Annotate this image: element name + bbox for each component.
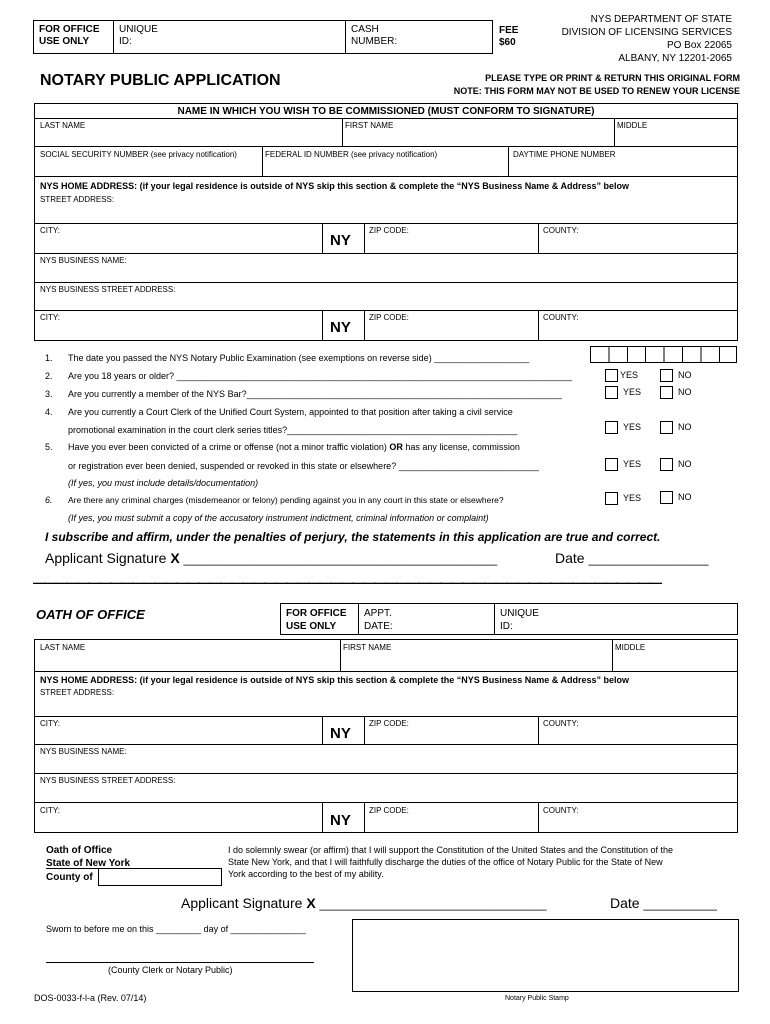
business-city-field[interactable]: CITY: — [40, 313, 61, 322]
oath-city-field[interactable]: CITY: — [40, 719, 61, 728]
signature-label: Applicant Signature — [45, 550, 167, 566]
oath-home-address-heading: NYS HOME ADDRESS: (if your legal residence is outside of NYS skip this section & complete the “NYS Business Name & Address” below — [40, 675, 629, 685]
oath-left-line: County of — [46, 872, 93, 883]
office-use-box — [33, 20, 493, 54]
unique-id-field[interactable]: UNIQUE ID: — [119, 24, 158, 47]
agency-line: ALBANY, NY 12201-2065 — [618, 53, 732, 64]
q2-yes-checkbox[interactable] — [605, 369, 618, 382]
question-court-clerk: Are you currently a Court Clerk of the Unified Court System, appointed to that position after taking a civil service — [68, 407, 513, 417]
q3-no-checkbox[interactable] — [660, 386, 673, 399]
agency-line: DIVISION OF LICENSING SERVICES — [561, 27, 732, 38]
state-ny: NY — [330, 232, 351, 249]
question-or: OR — [389, 442, 403, 452]
oath-date-label: Date — [610, 895, 640, 911]
oath-text-line: York according to the best of my ability. — [228, 869, 384, 879]
no-label: NO — [678, 387, 692, 397]
question-pending-note: (If yes, you must submit a copy of the accusatory instrument indictment, criminal information or complaint) — [68, 513, 489, 523]
clerk-label: (County Clerk or Notary Public) — [108, 965, 233, 975]
oath-grid — [34, 639, 738, 833]
signature-x: X — [170, 550, 180, 566]
q6-no-checkbox[interactable] — [660, 491, 673, 504]
clerk-signature-line[interactable] — [46, 962, 314, 963]
fee-label: FEE — [499, 25, 519, 36]
zip-field[interactable]: ZIP CODE: — [369, 226, 409, 235]
signature-date-row — [555, 550, 709, 566]
sworn-statement[interactable]: Sworn to before me on this _________ day of _______________ — [46, 924, 306, 934]
business-state-ny: NY — [330, 319, 351, 336]
date-label: Date — [555, 550, 585, 566]
notary-stamp-label: Notary Public Stamp — [505, 995, 569, 1002]
agency-line: NYS DEPARTMENT OF STATE — [590, 14, 732, 25]
oath-text-line: I do solemnly swear (or affirm) that I will support the Constitution of the United States and the Constitution of the — [228, 845, 674, 855]
oath-date-line[interactable]: ___________ — [643, 897, 717, 911]
application-grid — [34, 103, 738, 341]
oath-signature-line[interactable]: __________________________________ — [319, 897, 547, 911]
yes-label: YES — [623, 493, 642, 503]
county-of-input[interactable] — [98, 868, 222, 886]
oath-street-address-field[interactable]: STREET ADDRESS: — [40, 688, 115, 697]
q2-no-checkbox[interactable] — [660, 369, 673, 382]
cut-line-divider: ————————————————————————————————————————————————————————— — [33, 575, 660, 590]
oath-date-row — [610, 895, 717, 911]
question-number: 3. — [45, 389, 53, 399]
phone-field[interactable]: DAYTIME PHONE NUMBER — [513, 150, 616, 159]
oath-state-ny: NY — [330, 725, 351, 742]
name-section-heading: NAME IN WHICH YOU WISH TO BE COMMISSIONED (MUST CONFORM TO SIGNATURE) — [177, 106, 595, 117]
oath-unique-id-field[interactable]: UNIQUE ID: — [500, 608, 539, 632]
oath-left-line: State of New York — [46, 858, 131, 869]
no-label: NO — [678, 492, 692, 502]
question-bar: Are you currently a member of the NYS Bar?_______________________________________________________________ — [68, 389, 562, 399]
oath-signature-label: Applicant Signature — [181, 895, 303, 911]
home-address-heading: NYS HOME ADDRESS: (if your legal residence is outside of NYS skip this section & complete the “NYS Business Name & Address” below — [40, 181, 629, 191]
q3-yes-checkbox[interactable] — [605, 386, 618, 399]
business-name-field[interactable]: NYS BUSINESS NAME: — [40, 256, 127, 265]
question-age: Are you 18 years or older? _______________________________________________________________________________ — [68, 371, 572, 381]
county-field[interactable]: COUNTY: — [543, 226, 579, 235]
first-name-field[interactable]: FIRST NAME — [345, 121, 394, 130]
notary-stamp-box[interactable] — [352, 919, 739, 992]
instruction-line: NOTE: THIS FORM MAY NOT BE USED TO RENEW YOUR LICENSE — [453, 86, 740, 96]
oath-business-city-field[interactable]: CITY: — [40, 806, 61, 815]
no-label: NO — [678, 370, 692, 380]
city-field[interactable]: CITY: — [40, 226, 61, 235]
page-title: NOTARY PUBLIC APPLICATION — [40, 72, 281, 89]
oath-last-name-field[interactable]: LAST NAME — [40, 643, 86, 652]
q5-no-checkbox[interactable] — [660, 458, 673, 471]
applicant-signature-row — [45, 550, 497, 566]
oath-business-street-field[interactable]: NYS BUSINESS STREET ADDRESS: — [40, 776, 176, 785]
question-conviction-cont: or registration ever been denied, suspended or revoked in this state or elsewhere? ____________________________ — [68, 461, 539, 471]
business-zip-field[interactable]: ZIP CODE: — [369, 313, 409, 322]
oath-business-zip-field[interactable]: ZIP CODE: — [369, 806, 409, 815]
oath-business-county-field[interactable]: COUNTY: — [543, 806, 579, 815]
oath-left-line: Oath of Office — [46, 845, 113, 856]
agency-line: PO Box 22065 — [666, 40, 732, 51]
business-county-field[interactable]: COUNTY: — [543, 313, 579, 322]
oath-for-office-label: FOR OFFICE USE ONLY — [286, 608, 347, 632]
date-line[interactable]: __________________ — [588, 552, 709, 566]
oath-middle-name-field[interactable]: MIDDLE — [615, 643, 646, 652]
question-court-clerk-cont: promotional examination in the court clerk series titles?______________________________________________ — [68, 425, 518, 435]
question-conviction-note: (If yes, you must include details/documentation) — [68, 478, 259, 488]
oath-first-name-field[interactable]: FIRST NAME — [343, 643, 392, 652]
oath-title: OATH OF OFFICE — [36, 607, 145, 622]
fee-amount: $60 — [499, 37, 516, 48]
affirmation-statement: I subscribe and affirm, under the penalties of perjury, the statements in this application are true and correct. — [45, 530, 661, 544]
question-conviction-text: Have you ever been convicted of a crime or offense (not a minor traffic violation) — [68, 442, 387, 452]
office-divider — [113, 20, 114, 54]
oath-signature-row — [181, 895, 546, 911]
question-number: 5. — [45, 442, 53, 452]
signature-line[interactable]: _______________________________________________ — [183, 552, 498, 566]
oath-appt-date-field[interactable]: APPT. DATE: — [364, 608, 393, 632]
ssn-field[interactable]: SOCIAL SECURITY NUMBER (see privacy notification) — [40, 150, 237, 159]
instruction-line: PLEASE TYPE OR PRINT & RETURN THIS ORIGINAL FORM — [485, 73, 740, 83]
yes-label: YES — [623, 422, 642, 432]
q5-yes-checkbox[interactable] — [605, 458, 618, 471]
question-pending-charges: Are there any criminal charges (misdemeanor or felony) pending against you in any court in this state or elsewhere? — [68, 495, 504, 505]
question-conviction — [68, 442, 520, 452]
question-number: 2. — [45, 371, 53, 381]
middle-name-field[interactable]: MIDDLE — [617, 121, 648, 130]
q4-no-checkbox[interactable] — [660, 421, 673, 434]
street-address-field[interactable]: STREET ADDRESS: — [40, 195, 115, 204]
yes-label: YES — [623, 387, 642, 397]
form-id: DOS-0033-f-l-a (Rev. 07/14) — [34, 993, 147, 1003]
question-number: 1. — [45, 353, 53, 363]
no-label: NO — [678, 459, 692, 469]
last-name-field[interactable]: LAST NAME — [40, 121, 86, 130]
question-number: 4. — [45, 407, 53, 417]
question-exam-date: The date you passed the NYS Notary Public Examination (see exemptions on reverse side) ___________________ — [68, 353, 530, 363]
oath-text-line: State New York, and that I will faithfully discharge the duties of the office of Notary Public for the State of New — [228, 857, 663, 867]
office-divider — [345, 20, 346, 54]
cash-number-field[interactable]: CASH NUMBER: — [351, 24, 398, 47]
oath-zip-field[interactable]: ZIP CODE: — [369, 719, 409, 728]
oath-business-name-field[interactable]: NYS BUSINESS NAME: — [40, 747, 127, 756]
federal-id-field[interactable]: FEDERAL ID NUMBER (see privacy notification) — [265, 150, 438, 159]
oath-signature-x: X — [306, 895, 316, 911]
business-street-field[interactable]: NYS BUSINESS STREET ADDRESS: — [40, 285, 176, 294]
yes-label: YES — [623, 459, 642, 469]
oath-business-state-ny: NY — [330, 812, 351, 829]
no-label: NO — [678, 422, 692, 432]
yes-label: YES — [620, 370, 639, 380]
question-conviction-text-2: has any license, commission — [405, 442, 520, 452]
question-number: 6. — [45, 495, 53, 505]
q6-yes-checkbox[interactable] — [605, 492, 618, 505]
exam-date-boxes[interactable] — [590, 346, 737, 363]
oath-county-field[interactable]: COUNTY: — [543, 719, 579, 728]
for-office-use-label: FOR OFFICE USE ONLY — [39, 24, 100, 47]
q4-yes-checkbox[interactable] — [605, 421, 618, 434]
